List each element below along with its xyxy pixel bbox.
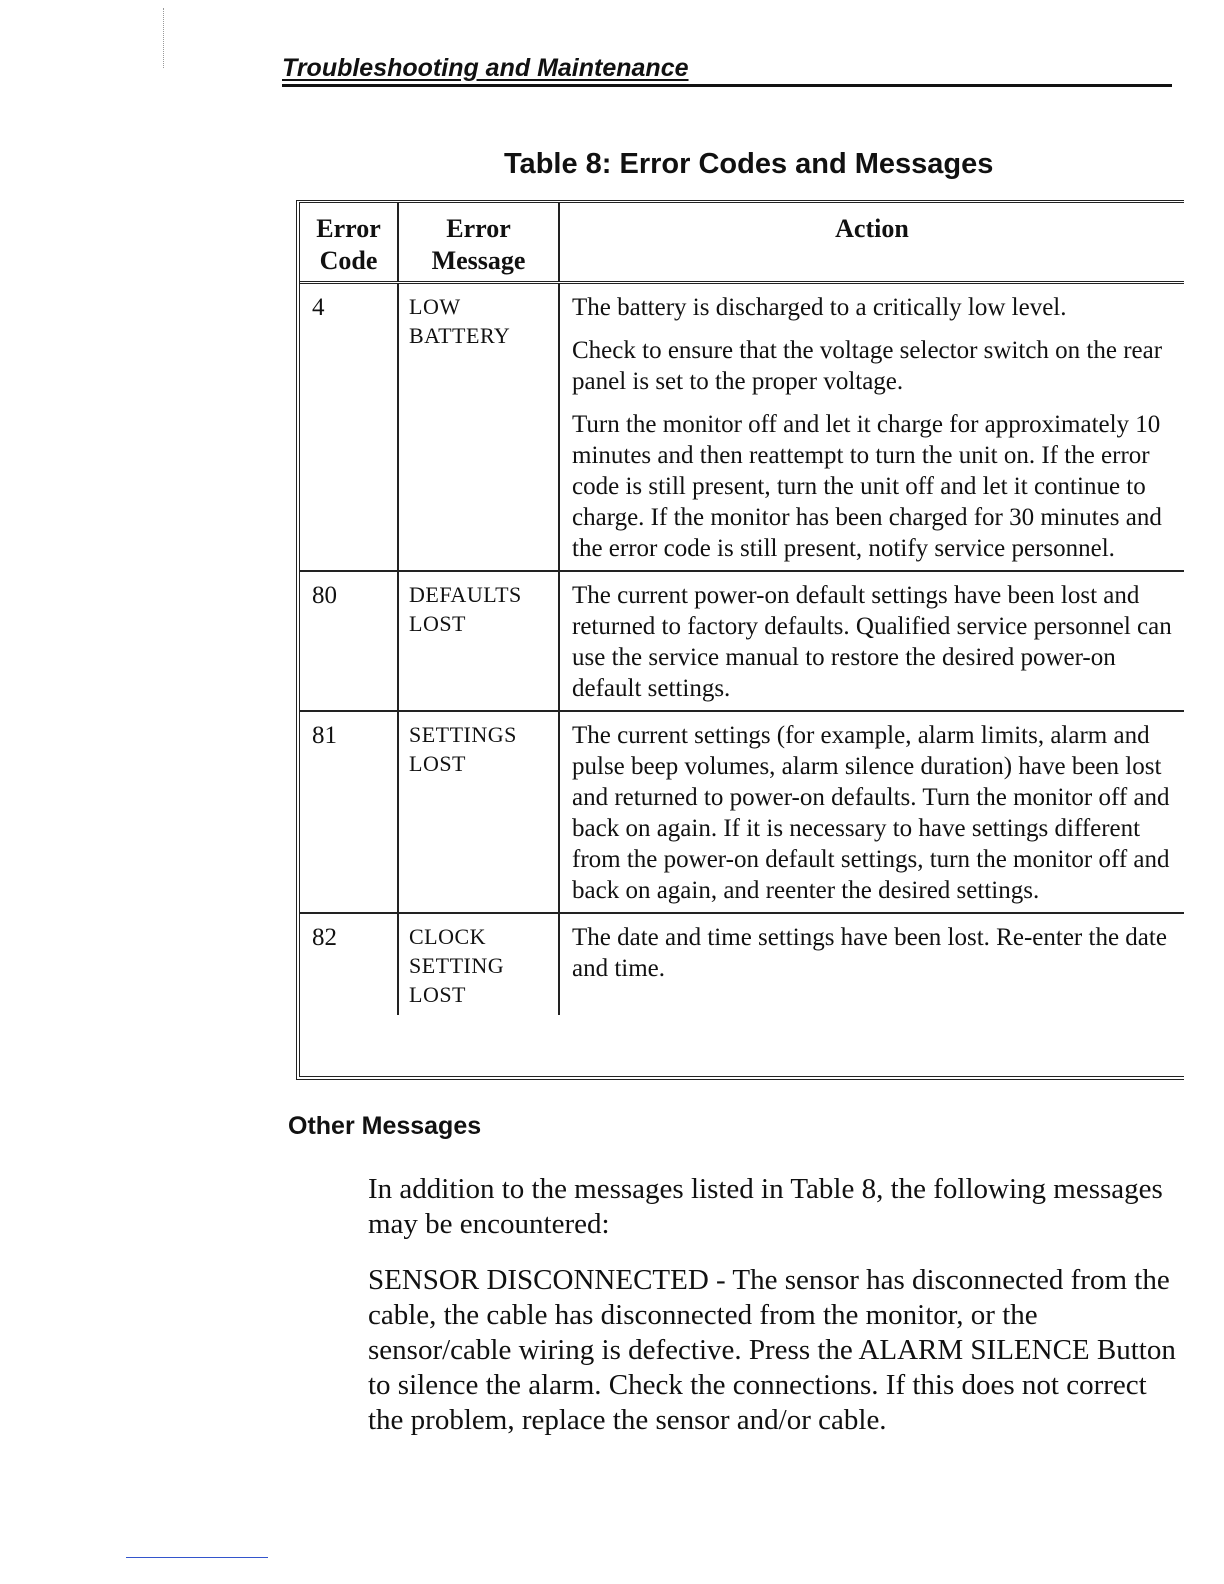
section-header: Troubleshooting and Maintenance <box>282 54 689 82</box>
table-title: Table 8: Error Codes and Messages <box>504 148 994 180</box>
error-action <box>559 283 1184 572</box>
table-header-row <box>300 203 1184 283</box>
action-paragraph: The current settings (for example, alarm limits, alarm and pulse beep volumes, alarm silence duration) have been lost and returned to power-on defaults. Turn the monitor off and back on again. If it is necessary to have settings different from the power-on default settings, turn the monitor off and back on again, and reenter the desired settings. <box>572 722 1170 904</box>
error-message: DEFAULTS LOST <box>398 571 559 711</box>
action-paragraph: The date and time settings have been lost. Re-enter the date and time. <box>572 924 1167 982</box>
error-code: 80 <box>300 571 398 711</box>
table-row <box>300 283 1184 572</box>
action-paragraph: Turn the monitor off and let it charge for approximately 10 minutes and then reattempt to turn the unit on. If the error code is still present, turn the unit off and let it continue to charge. If the monitor has been charged for 30 minutes and the error code is still present, notify service personnel. <box>572 411 1162 562</box>
table-row <box>300 913 1184 1015</box>
error-action <box>559 711 1184 913</box>
error-action <box>559 571 1184 711</box>
margin-marks <box>163 8 166 68</box>
col-header-action: Action <box>559 203 1184 283</box>
col-header-message: Error Message <box>398 203 559 283</box>
action-paragraph: Check to ensure that the voltage selector switch on the rear panel is set to the proper voltage. <box>572 337 1163 395</box>
error-message: CLOCK SETTING LOST <box>398 913 559 1015</box>
sensor-disconnected-paragraph: SENSOR DISCONNECTED - The sensor has disconnected from the cable, the cable has disconnected from the monitor, or the sensor/cable wiring is defective. Press the ALARM SILENCE Button to silence the alarm. Check the connections. If this does not correct the problem, replace the sensor and/or cable. <box>368 1264 1176 1436</box>
error-code: 81 <box>300 711 398 913</box>
other-messages-heading: Other Messages <box>288 1112 482 1140</box>
error-message: SETTINGS LOST <box>398 711 559 913</box>
error-message: LOW BATTERY <box>398 283 559 572</box>
footer-rule <box>126 1557 268 1558</box>
action-paragraph: The battery is discharged to a critically low level. <box>572 294 1067 321</box>
table-row <box>300 571 1184 711</box>
col-header-code: Error Code <box>300 203 398 283</box>
other-messages-intro: In addition to the messages listed in Table 8, the following messages may be encountered: <box>368 1173 1163 1240</box>
action-paragraph: The current power-on default settings have been lost and returned to factory defaults. Qualified service personnel can use the service manual to restore the desired power-on default settings. <box>572 582 1172 702</box>
error-code: 82 <box>300 913 398 1015</box>
table-row <box>300 711 1184 913</box>
error-codes-table <box>296 200 1184 1080</box>
error-code: 4 <box>312 294 325 321</box>
page-header <box>282 54 1172 87</box>
error-action <box>559 913 1184 1015</box>
